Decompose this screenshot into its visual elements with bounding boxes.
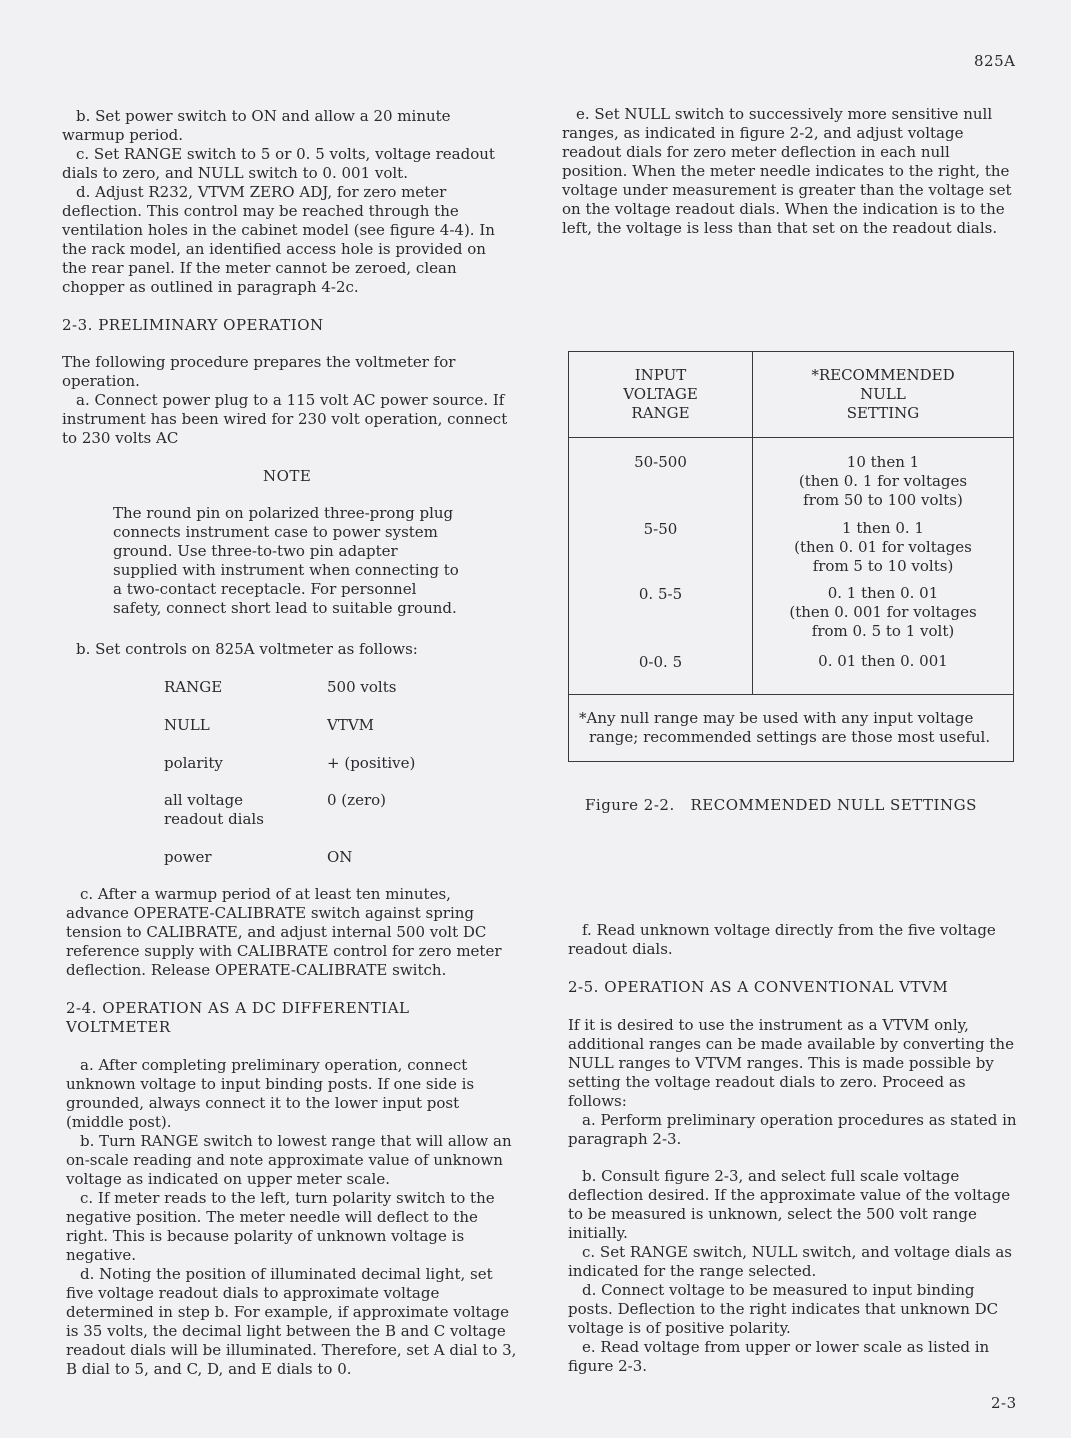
section-2-4-step-d: d. Noting the position of illuminated decimal light, set five voltage readout dials to approximate voltage determined in step b. For example, if approximate voltage is 35 volts, the decimal light between the B and C voltage readout dials will be illuminated. Therefore, set A dial to 3, B dial to 5, and C, D, and E dials to 0. [66, 1265, 517, 1378]
table-footnote-row [569, 695, 1014, 762]
section-2-4-step-a: a. After completing preliminary operation, connect unknown voltage to input binding posts. If one side is grounded, always connect it to the lower input post (middle post). [66, 1056, 475, 1131]
section-2-5-step-d: d. Connect voltage to be measured to input binding posts. Deflection to the right indicates that unknown DC voltage is of positive polarity. [568, 1281, 999, 1337]
setting-control: RANGE [164, 678, 223, 696]
section-2-3-title: 2-3. PRELIMINARY OPERATION [62, 316, 324, 334]
range-cell: 0-0. 5 [638, 653, 683, 671]
setting-control: all voltage readout dials [164, 791, 264, 828]
section-2-3-intro: The following procedure prepares the voltmeter for operation. [62, 353, 456, 390]
range-cell: 5-50 [643, 520, 678, 538]
setting-value: ON [327, 848, 353, 866]
step-c-range: c. Set RANGE switch to 5 or 0. 5 volts, voltage readout dials to zero, and NULL switch to 0. 001 volt. [62, 145, 495, 182]
note-text: The round pin on polarized three-prong plug connects instrument case to power system ground. Use three-to-two pin adapter supplied with instrument when connecting to a two-contact receptacle. For personnel safety, connect short lead to suitable ground. [113, 504, 459, 617]
note-title: NOTE [263, 467, 312, 485]
setting-cell: 1 then 0. 1 (then 0. 01 for voltages from 5 to 10 volts) [794, 519, 972, 575]
section-2-5-step-b: b. Consult figure 2-3, and select full scale voltage deflection desired. If the approximate value of the voltage to be measured is unknown, select the 500 volt range initially. [568, 1167, 1011, 1242]
setting-value: 0 (zero) [327, 791, 386, 809]
model-header: 825A [974, 52, 1016, 70]
table-footnote: *Any null range may be used with any input voltage range; recommended settings are those most useful. [579, 709, 991, 746]
setting-control: power [164, 848, 212, 866]
header-input-voltage-range: INPUT VOLTAGE RANGE [569, 352, 753, 438]
section-2-5-step-c: c. Set RANGE switch, NULL switch, and voltage dials as indicated for the range selected. [568, 1243, 1012, 1280]
section-2-3-step-a: a. Connect power plug to a 115 volt AC power source. If instrument has been wired for 230 volt operation, connect to 230 volts AC [62, 391, 508, 447]
header-recommended-null-setting: *RECOMMENDED NULL SETTING [753, 352, 1014, 438]
section-2-5-step-a: a. Perform preliminary operation procedures as stated in paragraph 2-3. [568, 1111, 1017, 1148]
section-2-4-step-b: b. Turn RANGE switch to lowest range that will allow an on-scale reading and note approximate value of unknown voltage as indicated on upper meter scale. [66, 1132, 512, 1188]
setting-value: VTVM [327, 716, 375, 734]
setting-value: + (positive) [327, 754, 416, 772]
section-2-4-step-c: c. If meter reads to the left, turn polarity switch to the negative position. The meter needle will deflect to the right. This is because polarity of unknown voltage is negative. [66, 1189, 495, 1264]
section-2-3-step-b: b. Set controls on 825A voltmeter as follows: [76, 640, 418, 658]
setting-control: polarity [164, 754, 223, 772]
section-2-4-title: 2-4. OPERATION AS A DC DIFFERENTIAL VOLTMETER [66, 999, 410, 1036]
table-header-row [569, 352, 1014, 438]
setting-cell: 0. 1 then 0. 01 (then 0. 001 for voltages from 0. 5 to 1 volt) [789, 584, 977, 640]
setting-cell: 10 then 1 (then 0. 1 for voltages from 50 to 100 volts) [798, 453, 968, 509]
setting-control: NULL [164, 716, 210, 734]
setting-cell: 0. 01 then 0. 001 [818, 652, 948, 670]
table-body-row [569, 438, 1014, 695]
section-2-3-step-c: c. After a warmup period of at least ten minutes, advance OPERATE-CALIBRATE switch against spring tension to CALIBRATE, and adjust internal 500 volt DC reference supply with CALIBRATE control for zero meter deflection. Release OPERATE-CALIBRATE switch. [66, 885, 502, 979]
page-number: 2-3 [991, 1394, 1017, 1412]
setting-value: 500 volts [327, 678, 397, 696]
figure-caption: Figure 2-2. RECOMMENDED NULL SETTINGS [585, 796, 977, 814]
range-cell: 50-500 [634, 453, 687, 471]
section-2-5-title: 2-5. OPERATION AS A CONVENTIONAL VTVM [568, 978, 949, 996]
section-2-4-step-f: f. Read unknown voltage directly from the five voltage readout dials. [568, 921, 996, 958]
range-cell: 0. 5-5 [638, 585, 683, 603]
section-2-5-step-e: e. Read voltage from upper or lower scale as listed in figure 2-3. [568, 1338, 990, 1375]
section-2-5-intro: If it is desired to use the instrument as a VTVM only, additional ranges can be made available by converting the NULL ranges to VTVM ranges. This is made possible by setting the voltage readout dials to zero. Proceed as follows: [568, 1016, 1014, 1110]
step-d-adjust: d. Adjust R232, VTVM ZERO ADJ, for zero meter deflection. This control may be reached through the ventilation holes in the cabinet model (see figure 4-4). In the rack model, an identified access hole is provided on the rear panel. If the meter cannot be zeroed, clean chopper as outlined in paragraph 4-2c. [62, 183, 495, 296]
null-settings-table [568, 351, 1014, 762]
step-b-warmup: b. Set power switch to ON and allow a 20 minute warmup period. [62, 107, 451, 144]
section-2-4-step-e: e. Set NULL switch to successively more sensitive null ranges, as indicated in figure 2-2, and adjust voltage readout dials for zero meter deflection in each null position. When the meter needle indicates to the right, the voltage under measurement is greater than the voltage set on the voltage readout dials. When the indication is to the left, the voltage is less than that set on the readout dials. [562, 105, 1012, 237]
